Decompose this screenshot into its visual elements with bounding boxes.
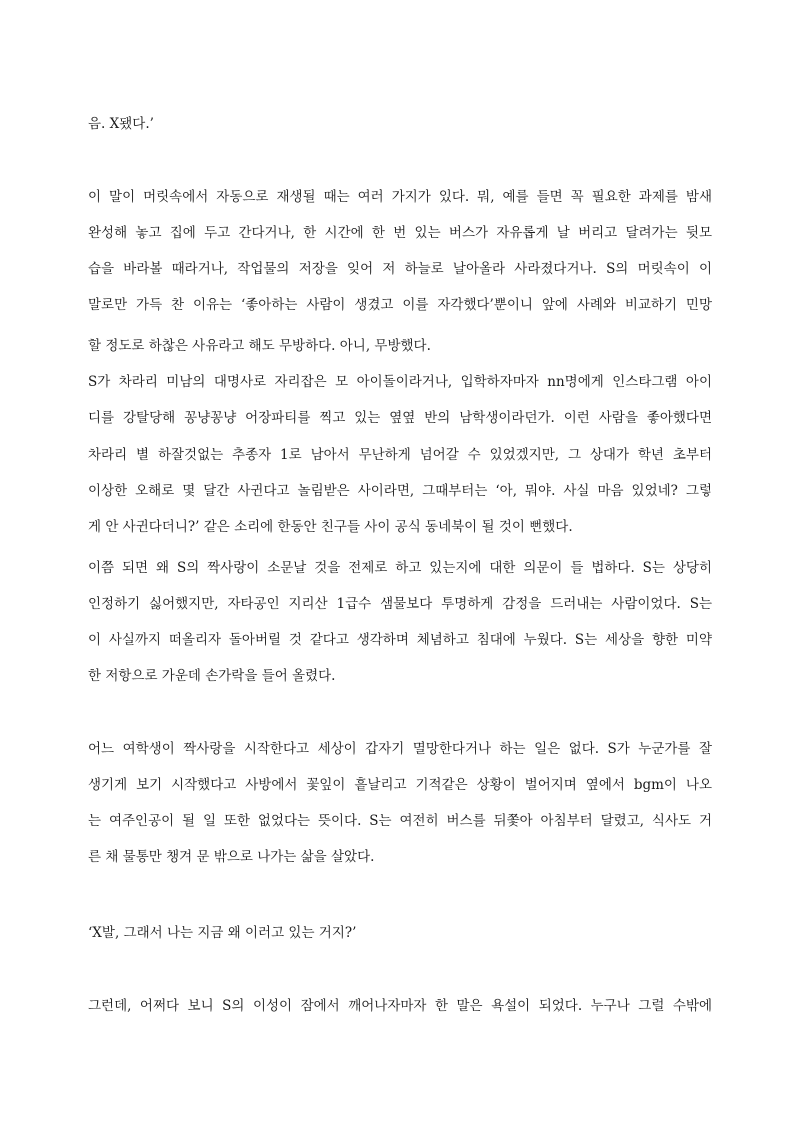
- text-line: 는 여주인공이 될 일 또한 없었다는 뜻이다. S는 여전히 버스를 뒤쫓아 아침부터 달렸고, 식사도 거: [88, 813, 712, 829]
- text-line: 인정하기 싫어했지만, 자타공인 지리산 1급수 샘물보다 투명하게 감정을 드러내는 사람이었다. S는: [88, 596, 712, 612]
- text-line: 음. X됐다.’: [88, 116, 154, 132]
- text-line: 완성해 놓고 집에 두고 간다거나, 한 시간에 한 번 있는 버스가 자유롭게 날 버리고 달려가는 뒷모: [88, 225, 712, 241]
- text-line: 말로만 가득 찬 이유는 ‘좋아하는 사람이 생겼고 이를 자각했다’뿐이니 앞에 사례와 비교하기 민망: [88, 297, 712, 313]
- text-line: 한 저항으로 가운데 손가락을 들어 올렸다.: [88, 668, 336, 684]
- text-line: 디를 강탈당해 꽁냥꽁냥 어장파티를 찍고 있는 옆옆 반의 남학생이라던가. 이런 사람을 좋아했다면: [88, 410, 712, 426]
- text-line: ‘X발, 그래서 나는 지금 왜 이러고 있는 거지?’: [88, 925, 357, 941]
- text-line: S가 차라리 미남의 대명사로 자리잡은 모 아이돌이라거나, 입학하자마자 nn명에게 인스타그램 아이: [88, 374, 712, 390]
- text-line: 른 채 물통만 챙겨 문 밖으로 나가는 삶을 살았다.: [88, 849, 375, 865]
- text-line: 어느 여학생이 짝사랑을 시작한다고 세상이 갑자기 멸망한다거나 하는 일은 없다. S가 누군가를 잘: [88, 741, 712, 757]
- text-line: 이 말이 머릿속에서 자동으로 재생될 때는 여러 가지가 있다. 뭐, 예를 들면 꼭 필요한 과제를 밤새: [88, 189, 712, 205]
- text-line: 생기게 보기 시작했다고 사방에서 꽃잎이 흩날리고 기적같은 상황이 벌어지며 옆에서 bgm이 나오: [88, 777, 712, 793]
- text-line: 게 안 사귄다더니?’ 같은 소리에 한동안 친구들 사이 공식 동네북이 될 것이 뻔했다.: [88, 519, 573, 535]
- text-line: 습을 바라볼 때라거나, 작업물의 저장을 잊어 저 하늘로 날아올라 사라졌다거나. S의 머릿속이 이: [88, 261, 712, 277]
- text-line: 할 정도로 하찮은 사유라고 해도 무방하다. 아니, 무방했다.: [88, 338, 431, 354]
- text-line: 그런데, 어쩌다 보니 S의 이성이 잠에서 깨어나자마자 한 말은 욕설이 되었다. 누구나 그럴 수밖에: [88, 998, 712, 1014]
- text-line: 이쯤 되면 왜 S의 짝사랑이 소문날 것을 전제로 하고 있는지에 대한 의문이 들 법하다. S는 상당히: [88, 560, 712, 576]
- text-line: 차라리 별 하잘것없는 추종자 1로 남아서 무난하게 넘어갈 수 있었겠지만, 그 상대가 학년 초부터: [88, 447, 712, 463]
- text-line: 이 사실까지 떠올리자 돌아버릴 것 같다고 생각하며 체념하고 침대에 누웠다. S는 세상을 향한 미약: [88, 632, 712, 648]
- text-line: 이상한 오해로 몇 달간 사귄다고 놀림받은 사이라면, 그때부터는 ‘아, 뭐야. 사실 마음 있었네? 그렇: [88, 483, 712, 499]
